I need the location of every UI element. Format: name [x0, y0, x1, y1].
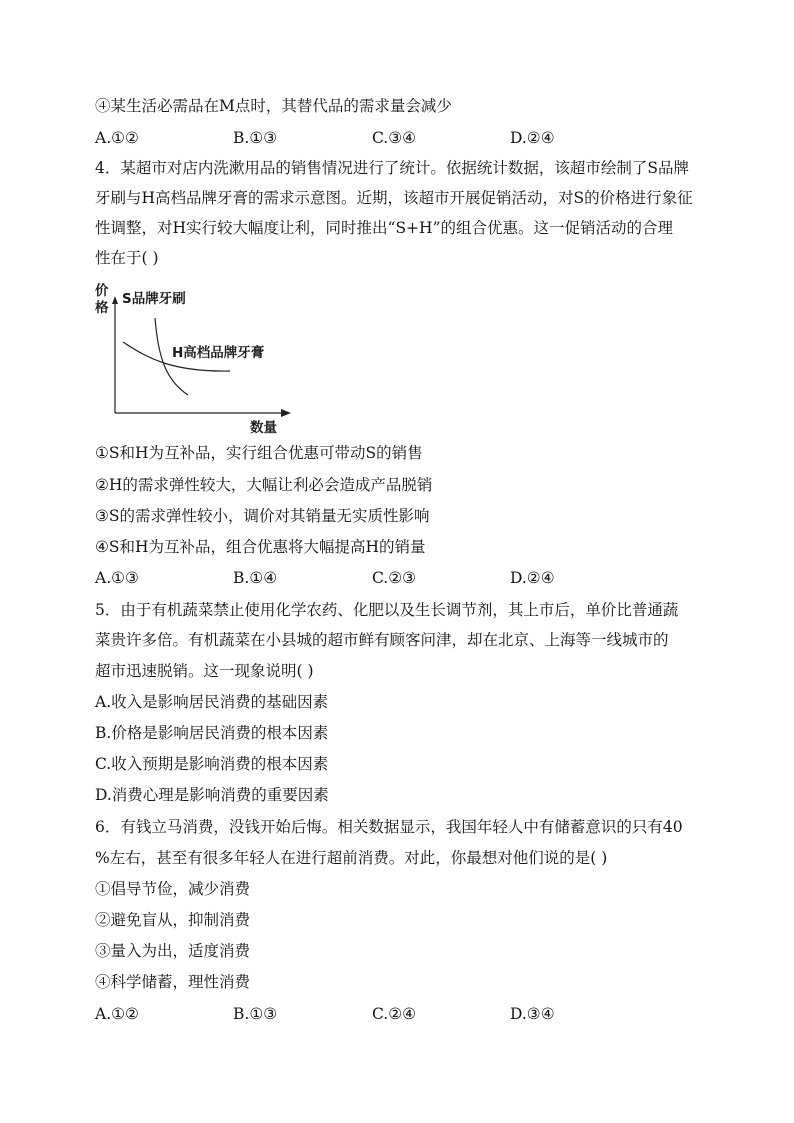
- q4-stem-line-3: 性调整，对H实行较大幅度让利，同时推出“S+H”的组合优惠。这一促销活动的合理: [95, 219, 673, 237]
- q5-option-b: B.价格是影响居民消费的根本因素: [95, 724, 329, 742]
- q5-option-c: C.收入预期是影响消费的根本因素: [95, 755, 329, 773]
- x-axis-arrow: [281, 409, 291, 417]
- q5-stem-line-2: 菜贵许多倍。有机蔬菜在小县城的超市鲜有顾客问津，却在北京、上海等一线城市的: [95, 631, 669, 649]
- q3-statement-4: ④某生活必需品在M点时，其替代品的需求量会减少: [95, 97, 452, 115]
- q4-statement-3: ③S的需求弹性较小，调价对其销量无实质性影响: [95, 507, 430, 525]
- q5-option-d: D.消费心理是影响消费的重要因素: [95, 786, 329, 804]
- q3-option-c: C.③④: [372, 129, 417, 147]
- q6-statement-1: ①倡导节俭，减少消费: [95, 880, 251, 898]
- q4-statement-4: ④S和H为互补品，组合优惠将大幅提高H的销量: [95, 538, 426, 556]
- y-axis-arrow: [112, 296, 118, 304]
- q3-option-a: A.①②: [95, 129, 139, 147]
- q5-stem-line-3: 超市迅速脱销。这一现象说明( ): [95, 662, 314, 680]
- q4-statement-2: ②H的需求弹性较大，大幅让利必会造成产品脱销: [95, 476, 433, 494]
- q4-stem-line-1: 4．某超市对店内洗漱用品的销售情况进行了统计。依据统计数据，该超市绘制了S品牌: [95, 159, 689, 177]
- q6-statement-2: ②避免盲从，抑制消费: [95, 911, 251, 929]
- q4-option-d: D.②④: [510, 569, 555, 587]
- q4-option-b: B.①④: [233, 569, 278, 587]
- q6-option-d: D.③④: [510, 1005, 555, 1023]
- q3-option-b: B.①③: [233, 129, 278, 147]
- q5-option-a: A.收入是影响居民消费的基础因素: [95, 693, 329, 711]
- q5-stem-line-1: 5．由于有机蔬菜禁止使用化学农药、化肥以及生长调节剂，其上市后，单价比普通蔬: [95, 601, 679, 619]
- curve-s-label: S品牌牙刷: [122, 291, 186, 307]
- q4-option-a: A.①③: [95, 569, 139, 587]
- q4-statement-1: ①S和H为互补品，实行组合优惠可带动S的销售: [95, 444, 423, 462]
- curve-h-label: H高档品牌牙膏: [172, 345, 265, 361]
- y-axis-label: 价格: [95, 283, 109, 316]
- x-axis-label: 数量: [250, 420, 277, 436]
- q4-stem-line-2: 牙刷与H高档品牌牙膏的需求示意图。近期，该超市开展促销活动，对S的价格进行象征: [95, 189, 693, 207]
- q6-stem-line-1: 6．有钱立马消费，没钱开始后悔。相关数据显示，我国年轻人中有储蓄意识的只有40: [95, 818, 683, 836]
- q6-statement-3: ③量入为出，适度消费: [95, 942, 251, 960]
- q3-option-d: D.②④: [510, 129, 555, 147]
- q6-stem-line-2: %左右，甚至有很多年轻人在进行超前消费。对此，你最想对他们说的是( ): [95, 849, 608, 867]
- q6-option-a: A.①②: [95, 1005, 139, 1023]
- q6-statement-4: ④科学储蓄，理性消费: [95, 973, 251, 991]
- demand-diagram: [95, 280, 295, 445]
- q6-option-b: B.①③: [233, 1005, 278, 1023]
- q4-stem-line-4: 性在于( ): [95, 249, 159, 267]
- q4-option-c: C.②③: [372, 569, 417, 587]
- q6-option-c: C.②④: [372, 1005, 417, 1023]
